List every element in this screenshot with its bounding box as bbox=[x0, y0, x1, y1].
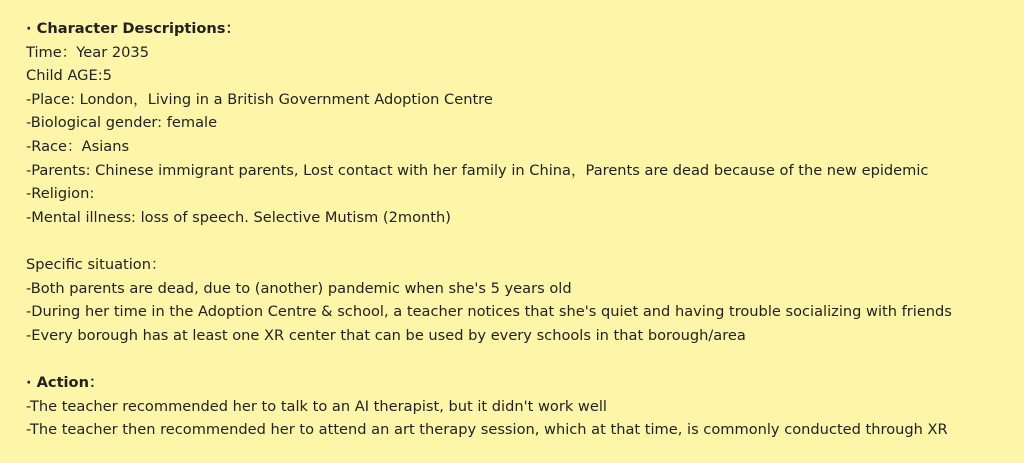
action-heading: · Action： bbox=[26, 373, 104, 391]
action-line-1: -The teacher recommended her to talk to an AI therapist, but it didn't work well bbox=[26, 397, 607, 415]
action-line-2: -The teacher then recommended her to attend an art therapy session, which at that time, is commonly conducted through XR bbox=[26, 421, 948, 439]
action-section bbox=[26, 371, 1024, 442]
parents-line: -Parents: Chinese immigrant parents, Lost contact with her family in China，Parents are dead because of the new epidemic bbox=[26, 161, 929, 179]
time-line: Time：Year 2035 bbox=[26, 43, 149, 61]
character-descriptions-section bbox=[26, 17, 1024, 229]
religion-line: -Religion: bbox=[26, 185, 95, 203]
mental-illness-line: -Mental illness: loss of speech. Selective Mutism (2month) bbox=[26, 208, 451, 226]
gender-line: -Biological gender: female bbox=[26, 114, 218, 132]
specific-situation-heading: Specific situation： bbox=[26, 255, 166, 273]
child-age-line: Child AGE:5 bbox=[26, 67, 112, 85]
blank-line bbox=[26, 229, 1024, 253]
race-line: -Race：Asians bbox=[26, 137, 130, 155]
situation-line-2: -During her time in the Adoption Centre & school, a teacher notices that she's quiet and having trouble socializing with friends bbox=[26, 303, 952, 321]
place-line: -Place: London，Living in a British Government Adoption Centre bbox=[26, 90, 493, 108]
specific-situation-section bbox=[26, 253, 1024, 347]
situation-line-1: -Both parents are dead, due to (another) pandemic when she's 5 years old bbox=[26, 279, 572, 297]
situation-line-3: -Every borough has at least one XR center that can be used by every schools in that borough/area bbox=[26, 326, 746, 344]
character-descriptions-heading: · Character Descriptions： bbox=[26, 20, 241, 37]
blank-line bbox=[26, 347, 1024, 371]
